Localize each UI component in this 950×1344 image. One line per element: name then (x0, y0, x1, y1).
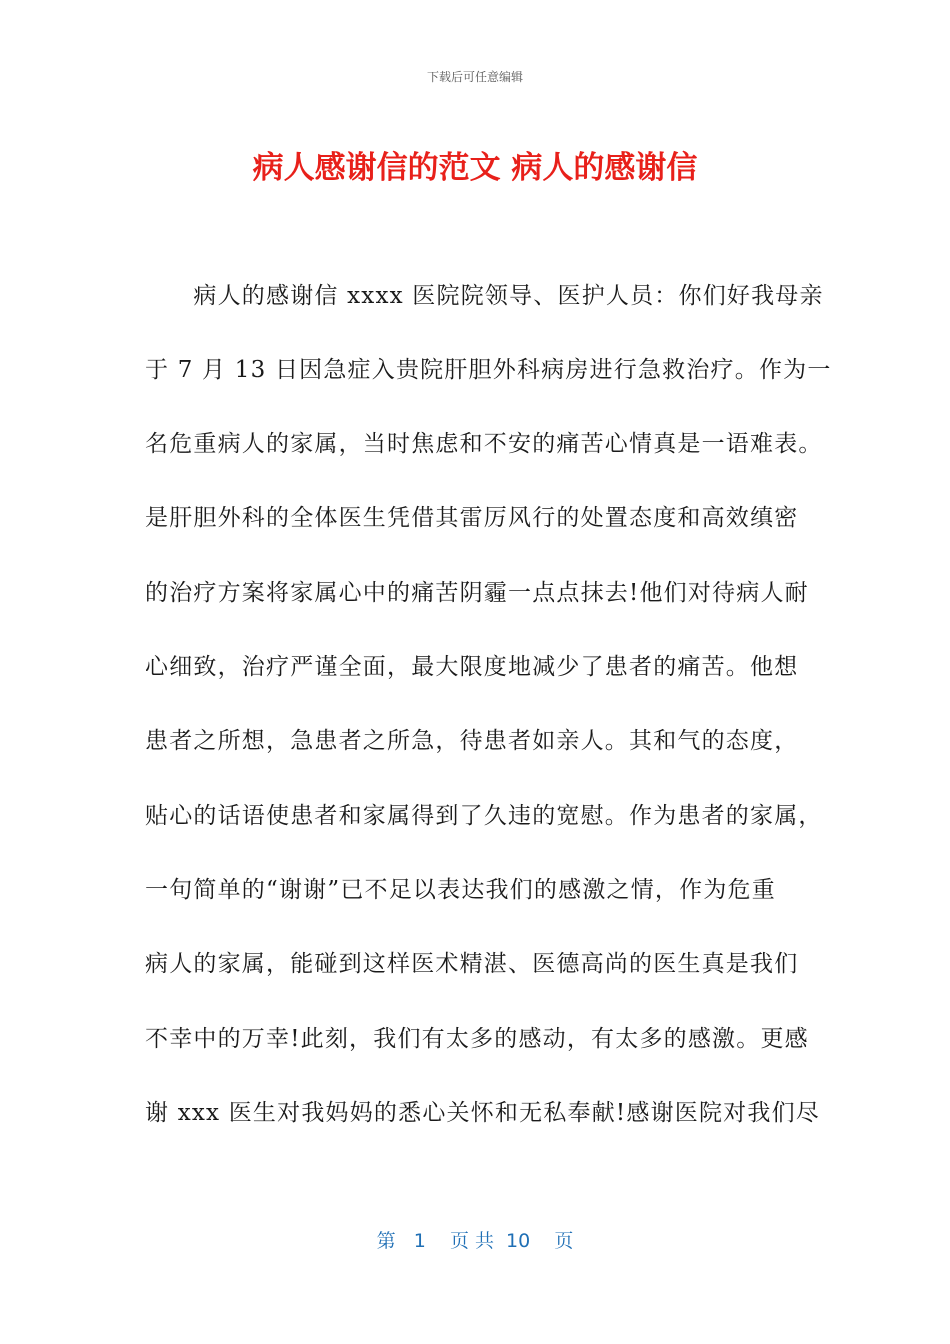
body-line: 谢 xxx 医生对我妈妈的悉心关怀和无私奉献!感谢医院对我们尽 (145, 1100, 820, 1126)
body-line: 病人的家属，能碰到这样医术精湛、医德高尚的医生真是我们 (145, 951, 799, 977)
body-line: 的治疗方案将家属心中的痛苦阴霾一点点抹去!他们对待病人耐 (145, 580, 809, 606)
body-line: 是肝胆外科的全体医生凭借其雷厉风行的处置态度和高效缜密 (145, 505, 799, 531)
header-note: 下载后可任意编辑 (426, 70, 523, 84)
body-line: 不幸中的万幸!此刻，我们有太多的感动，有太多的感激。更感 (145, 1026, 809, 1052)
body-line: 一句简单的“谢谢”已不足以表达我们的感激之情，作为危重 (145, 877, 776, 903)
body-line: 于 7 月 13 日因急症入贵院肝胆外科病房进行急救治疗。作为一 (145, 357, 832, 383)
body-line: 贴心的话语使患者和家属得到了久违的宽慰。作为患者的家属， (145, 803, 823, 829)
page-footer: 第 1 页 共 10 页 (376, 1230, 574, 1252)
body-line: 病人的感谢信 xxxx 医院院领导、医护人员：你们好我母亲 (145, 283, 824, 309)
document-title: 病人感谢信的范文 病人的感谢信 (252, 150, 698, 186)
body-line: 患者之所想，急患者之所急，待患者如亲人。其和气的态度， (145, 728, 799, 754)
body-line: 心细致，治疗严谨全面，最大限度地减少了患者的痛苦。他想 (145, 654, 799, 680)
body-line: 名危重病人的家属，当时焦虑和不安的痛苦心情真是一语难表。 (145, 431, 823, 457)
